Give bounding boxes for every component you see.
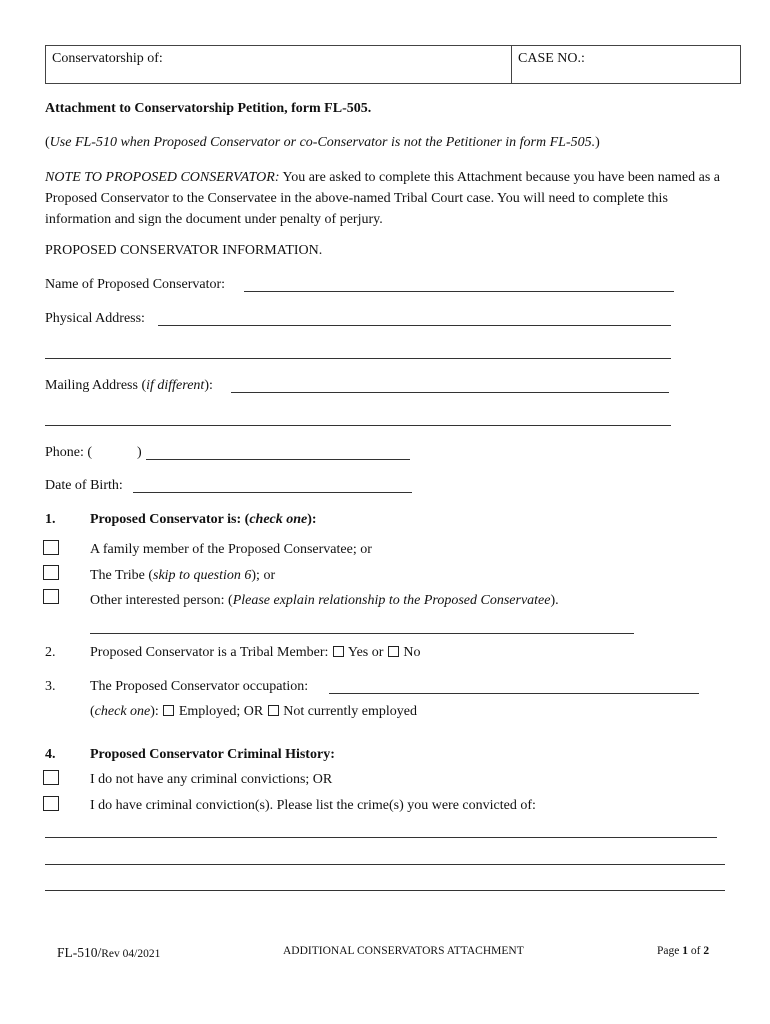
q2-yes-checkbox[interactable] — [333, 646, 344, 657]
conservatorship-label: Conservatorship of: — [52, 51, 163, 66]
q1-other-checkbox[interactable] — [43, 589, 59, 604]
q3-not-employed-label: Not currently employed — [283, 704, 417, 719]
q2-yes-label: Yes or — [347, 645, 384, 660]
q4-number: 4. — [45, 747, 56, 762]
q1-tribe-checkbox[interactable] — [43, 565, 59, 580]
phone-close-paren: ) — [137, 445, 142, 460]
q4-no-convictions-label: I do not have any criminal convictions; OR — [90, 772, 333, 787]
use-note: (Use FL-510 when Proposed Conservator or co-Conservator is not the Petitioner in form FL-505.) — [45, 135, 600, 150]
mailing-address-field[interactable] — [231, 392, 669, 393]
q4-no-convictions-checkbox[interactable] — [43, 770, 59, 785]
q2-label: Proposed Conservator is a Tribal Member: — [90, 645, 329, 660]
q3-check-row: (check one): Employed; OR Not currently employed — [90, 704, 417, 719]
phone-field[interactable] — [146, 459, 410, 460]
q4-convictions-checkbox[interactable] — [43, 796, 59, 811]
form-title: Attachment to Conservatorship Petition, form FL-505. — [45, 101, 372, 116]
q3-employed-checkbox[interactable] — [163, 705, 174, 716]
footer-page: Page 1 of 2 — [657, 945, 710, 957]
phone-label: Phone: ( — [45, 445, 93, 460]
q3-occupation-field[interactable] — [329, 693, 699, 694]
q1-family-checkbox[interactable] — [43, 540, 59, 555]
q2-number: 2. — [45, 645, 56, 660]
q1-number: 1. — [45, 512, 56, 527]
q4-crimes-field-3[interactable] — [45, 890, 725, 891]
q3-not-employed-checkbox[interactable] — [268, 705, 279, 716]
dob-label: Date of Birth: — [45, 478, 123, 493]
section-heading: PROPOSED CONSERVATOR INFORMATION. — [45, 243, 323, 258]
physical-address-label: Physical Address: — [45, 311, 145, 326]
q4-crimes-field-2[interactable] — [45, 864, 725, 865]
physical-address-field[interactable] — [158, 325, 671, 326]
q3-label: The Proposed Conservator occupation: — [90, 679, 309, 694]
q4-convictions-label: I do have criminal conviction(s). Please list the crime(s) you were convicted of: — [90, 798, 536, 813]
footer-form-id: FL-510/Rev 04/2021 — [57, 945, 161, 960]
q1-other-label: Other interested person: (Please explain relationship to the Proposed Conservatee). — [90, 593, 559, 608]
q2-row — [90, 645, 421, 661]
q2-no-label: No — [403, 645, 421, 660]
case-no-label: CASE NO.: — [518, 51, 585, 66]
q1-heading: Proposed Conservator is: (check one): — [90, 512, 317, 527]
q2-no-checkbox[interactable] — [388, 646, 399, 657]
physical-address-field-2[interactable] — [45, 358, 671, 359]
case-header-box — [45, 45, 741, 84]
q1-family-label: A family member of the Proposed Conservatee; or — [90, 542, 372, 557]
q1-tribe-label: The Tribe (skip to question 6); or — [90, 568, 276, 583]
q1-relationship-field[interactable] — [90, 633, 634, 634]
q3-employed-label: Employed; OR — [178, 704, 264, 719]
q3-number: 3. — [45, 679, 56, 694]
footer-title: ADDITIONAL CONSERVATORS ATTACHMENT — [283, 945, 524, 957]
mailing-address-field-2[interactable] — [45, 425, 671, 426]
note-to-conservator: NOTE TO PROPOSED CONSERVATOR: You are asked to complete this Attachment because you have been named as a Proposed Conservator to the Conservatee in the above-named Tribal Court case. You will need to complete this information and sign the document under penalty of perjury. — [45, 170, 720, 227]
name-field[interactable] — [244, 291, 674, 292]
q4-crimes-field-1[interactable] — [45, 837, 717, 838]
mailing-address-label: Mailing Address (if different): — [45, 378, 213, 393]
dob-field[interactable] — [133, 492, 412, 493]
name-label: Name of Proposed Conservator: — [45, 277, 226, 292]
header-divider — [511, 46, 512, 83]
q4-heading: Proposed Conservator Criminal History: — [90, 747, 335, 762]
